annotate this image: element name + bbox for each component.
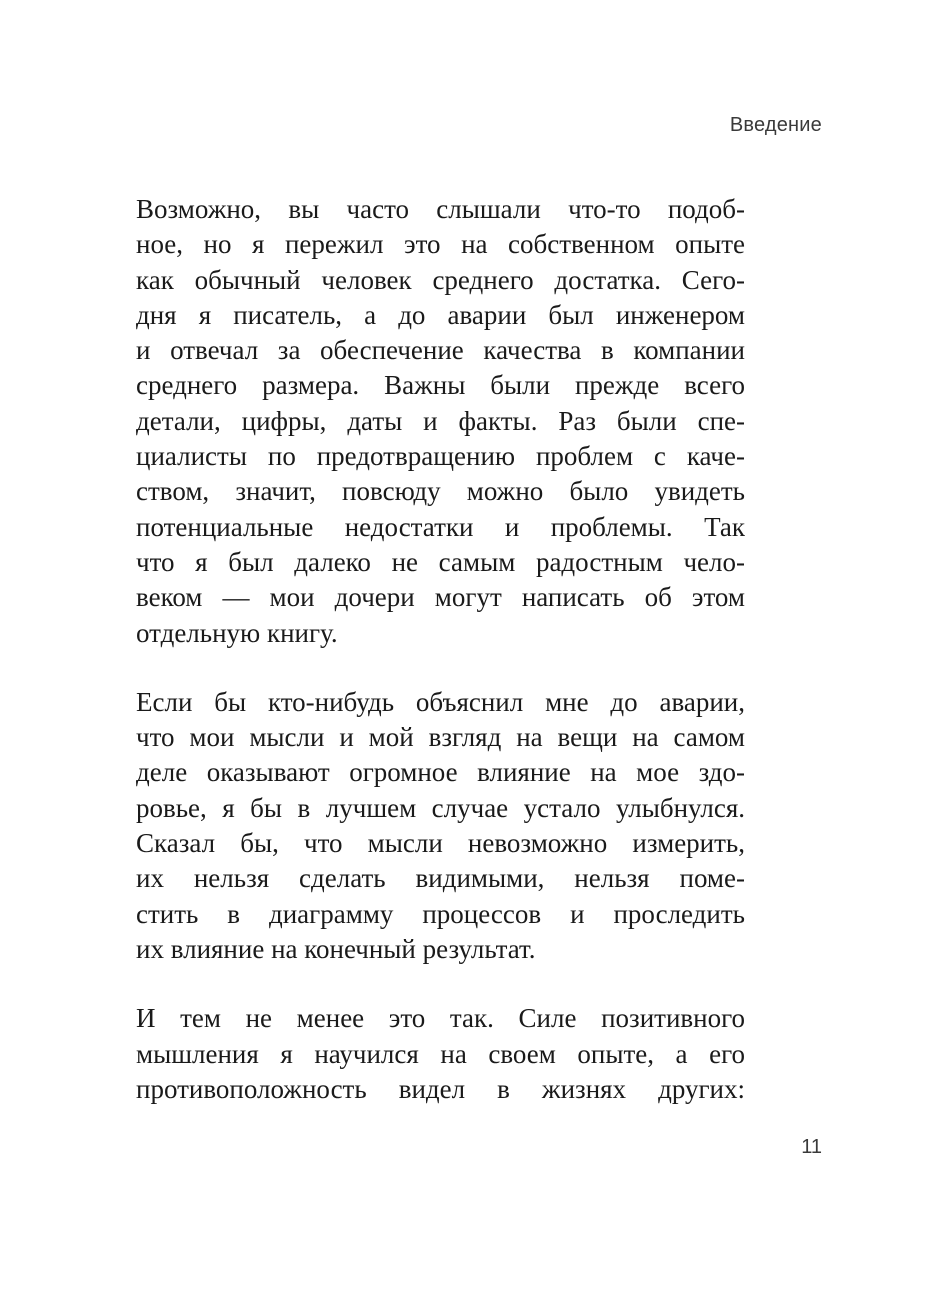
- text-line: И тем не менее это так. Силе позитивного: [136, 1003, 745, 1034]
- text-line: ством, значит, повсюду можно было увидеть: [136, 476, 745, 507]
- text-line: стить в диаграмму процессов и проследить: [136, 898, 745, 929]
- text-line: как обычный человек среднего достатка. Сего-: [136, 264, 745, 295]
- text-line: Сказал бы, что мысли невозможно измерить,: [136, 828, 745, 859]
- text-line: дня я писатель, а до аварии был инженером: [136, 299, 745, 330]
- text-line: потенциальные недостатки и проблемы. Так: [136, 511, 745, 542]
- paragraph-2: [136, 685, 745, 967]
- paragraph-gap: [136, 651, 745, 685]
- text-line: что я был далеко не самым радостным чело-: [136, 546, 745, 577]
- text-line: их влияние на конечный результат.: [136, 933, 536, 964]
- text-line: их нельзя сделать видимыми, нельзя поме-: [136, 863, 745, 894]
- text-line: деле оказывают огромное влияние на мое здо-: [136, 757, 745, 788]
- text-line: ное, но я пережил это на собственном опыте: [136, 229, 745, 260]
- paragraph-gap: [136, 967, 745, 1001]
- text-line: отдельную книгу.: [136, 617, 338, 648]
- body-text: [136, 192, 745, 1107]
- text-line: среднего размера. Важны были прежде всего: [136, 370, 745, 401]
- text-line: противоположность видел в жизнях других:: [136, 1073, 745, 1104]
- text-line: и отвечал за обеспечение качества в компании: [136, 335, 745, 366]
- text-line: циалисты по предотвращению проблем с каче-: [136, 441, 745, 472]
- text-line: мышления я научился на своем опыте, а его: [136, 1038, 745, 1069]
- page-number: 11: [801, 1136, 822, 1158]
- text-line: Возможно, вы часто слышали что-то подоб-: [136, 194, 745, 224]
- text-line: что мои мысли и мой взгляд на вещи на самом: [136, 722, 745, 753]
- running-head: Введение: [729, 114, 822, 136]
- text-line: Если бы кто-нибудь объяснил мне до аварии,: [136, 686, 745, 717]
- paragraph-1: [136, 192, 745, 651]
- paragraph-3: [136, 1001, 745, 1107]
- text-line: веком — мои дочери могут написать об этом: [136, 582, 745, 613]
- text-line: ровье, я бы в лучшем случае устало улыбнулся.: [136, 792, 745, 823]
- text-line: детали, цифры, даты и факты. Раз были спе-: [136, 405, 745, 436]
